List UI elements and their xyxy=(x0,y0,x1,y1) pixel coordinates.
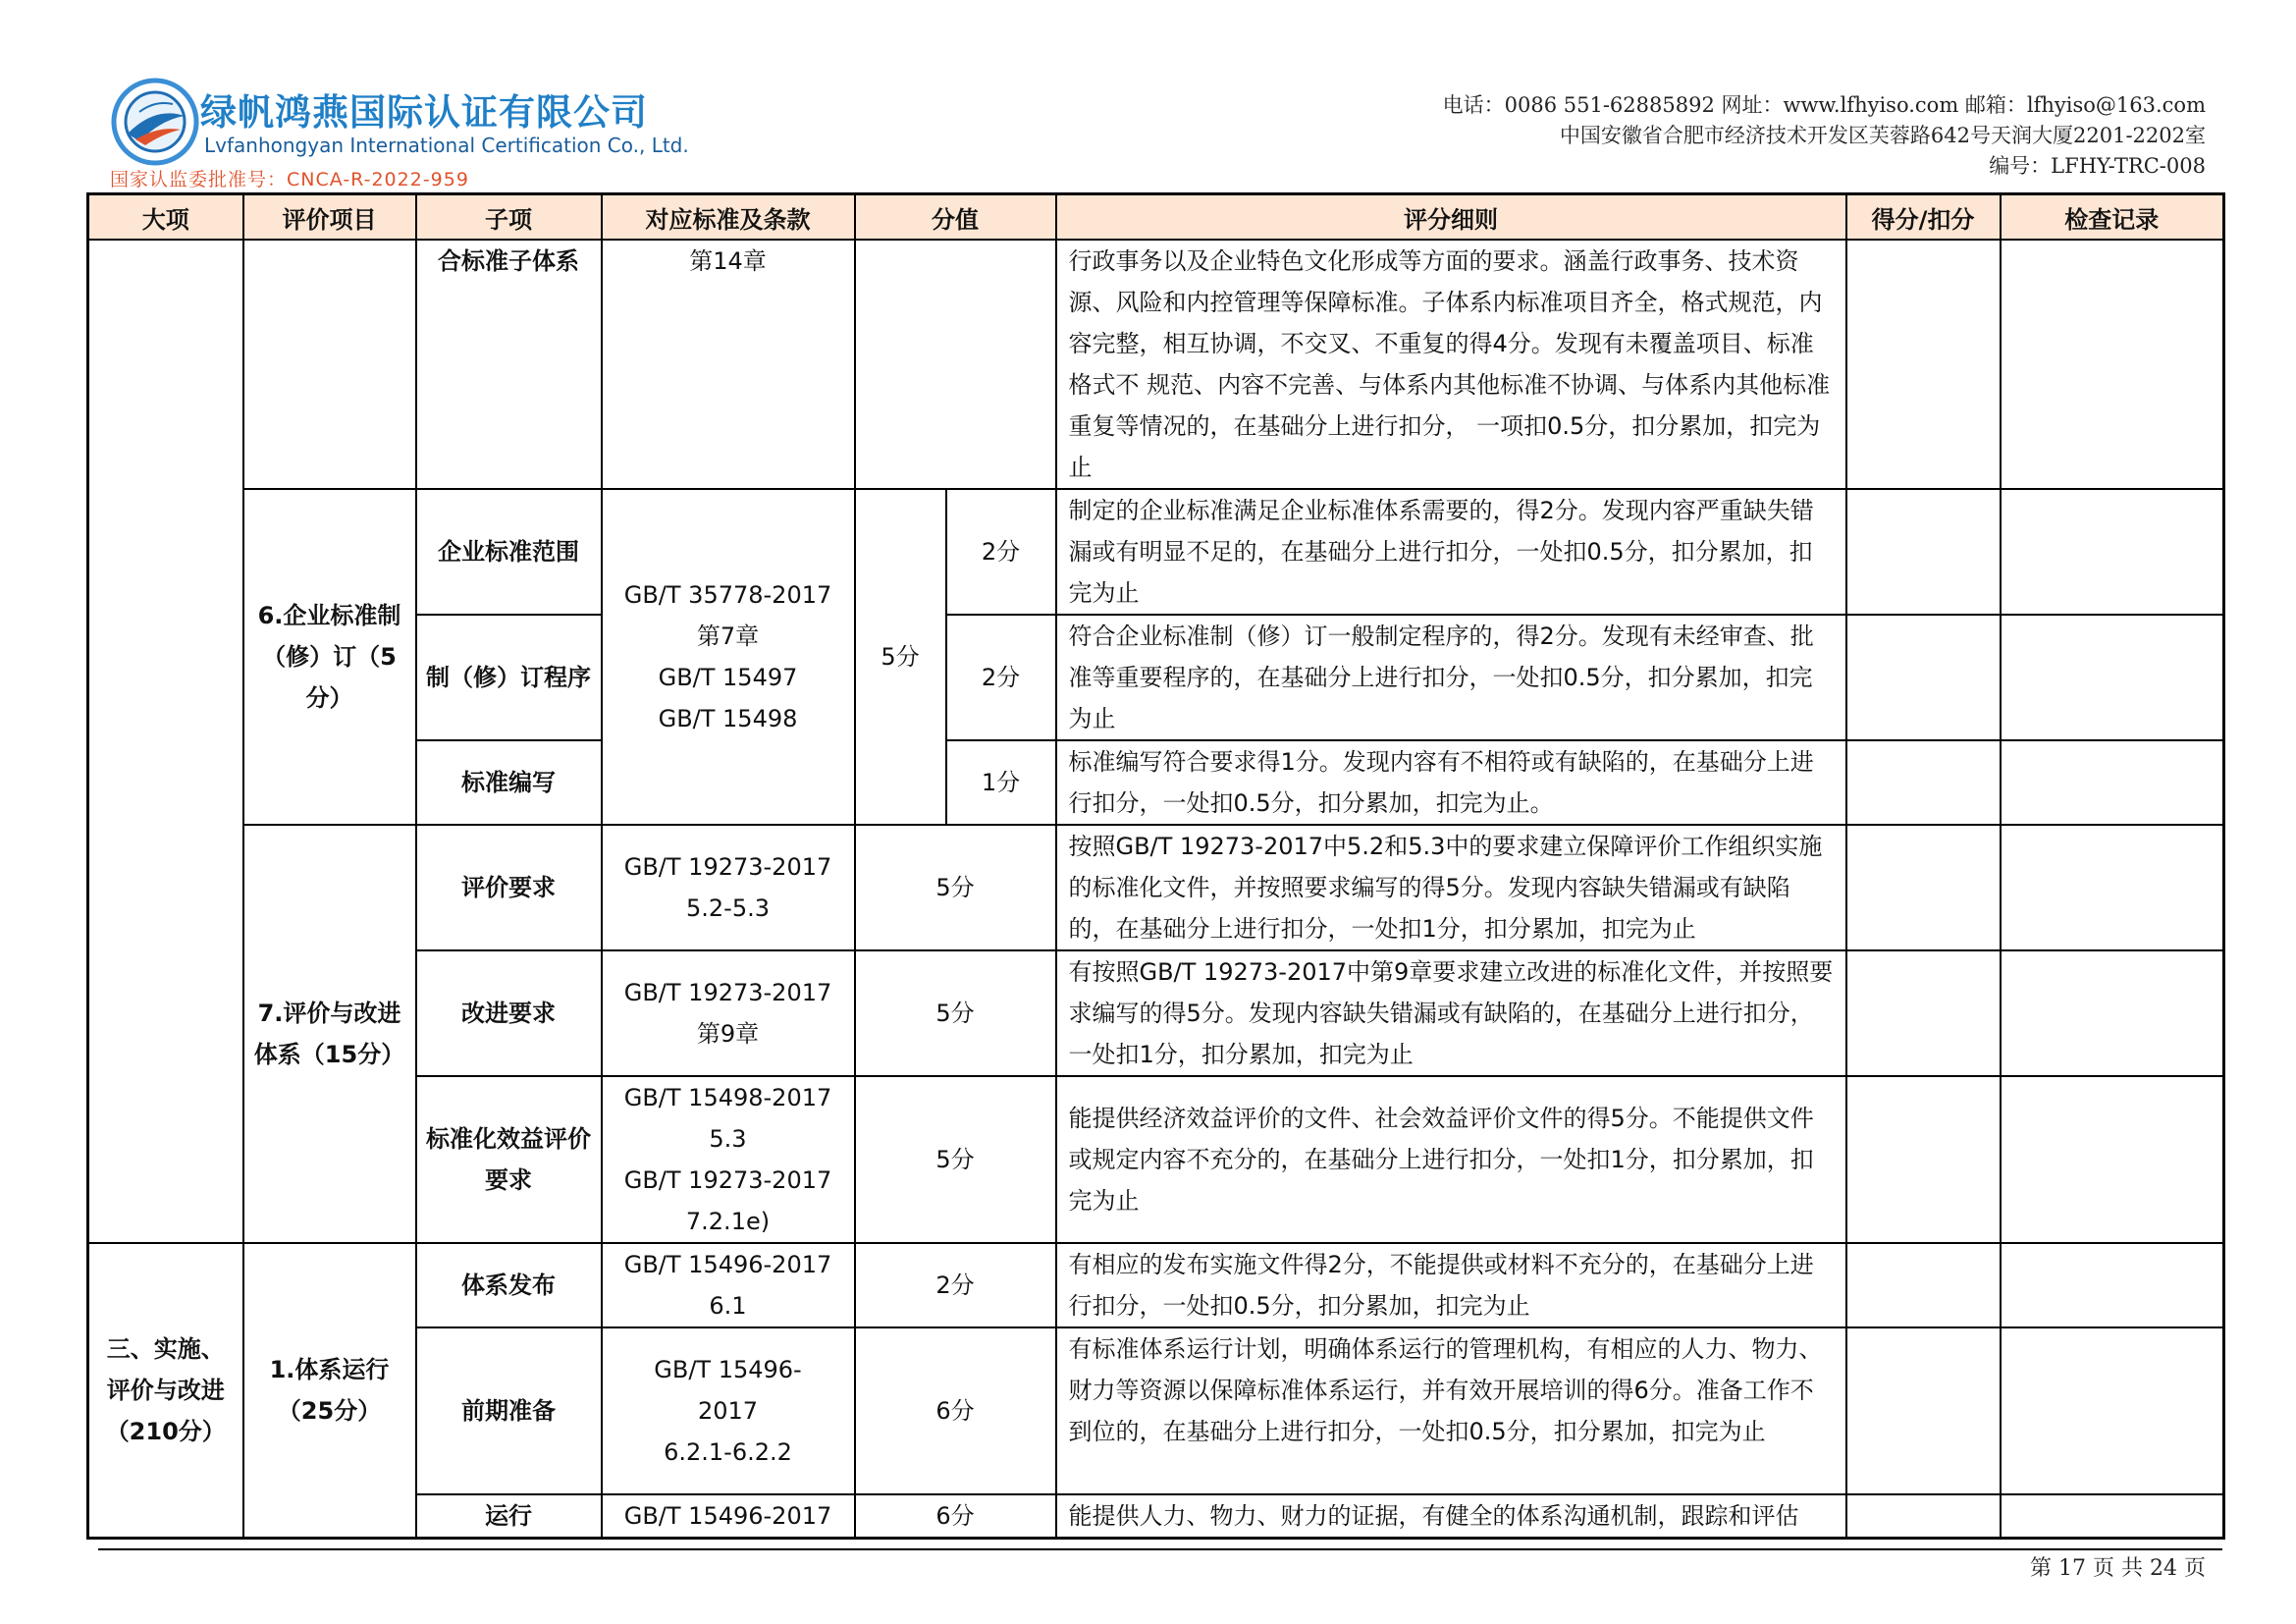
category-cell: 三、实施、评价与改进（210分） xyxy=(88,1243,243,1539)
evaluation-table xyxy=(86,192,2225,1540)
score-cell: 1分 xyxy=(946,740,1056,825)
col-header-record: 检查记录 xyxy=(2001,194,2224,241)
page-number: 第 17 页 共 24 页 xyxy=(2030,1556,2206,1581)
record-cell[interactable] xyxy=(2001,1243,2224,1327)
table-row xyxy=(88,489,2224,615)
detail-cell: 有相应的发布实施文件得2分，不能提供或材料不充分的，在基础分上进行扣分，一处扣0.5分，扣分累加，扣完为止 xyxy=(1056,1243,1846,1327)
detail-cell: 符合企业标准制（修）订一般制定程序的，得2分。发现有未经审查、批准等重要程序的，在基础分上进行扣分，一处扣0.5分，扣分累加，扣完为止 xyxy=(1056,615,1846,740)
standard-cell: GB/T 19273-2017 5.2-5.3 xyxy=(602,825,855,950)
subitem-cell: 前期准备 xyxy=(416,1327,602,1494)
score-cell: 6分 xyxy=(855,1494,1056,1539)
company-name-cn: 绿帆鸿燕国际认证有限公司 xyxy=(200,91,648,134)
points-cell[interactable] xyxy=(1846,1076,2001,1243)
table-row xyxy=(88,825,2224,950)
points-cell[interactable] xyxy=(1846,1494,2001,1539)
score-cell: 5分 xyxy=(855,1076,1056,1243)
record-cell[interactable] xyxy=(2001,1076,2224,1243)
col-header-score: 分值 xyxy=(855,194,1056,241)
footer-divider xyxy=(98,1548,2222,1550)
standard-cell: GB/T 15496-2017 xyxy=(602,1494,855,1539)
table-row xyxy=(88,1243,2224,1327)
score-cell: 2分 xyxy=(946,615,1056,740)
points-cell[interactable] xyxy=(1846,740,2001,825)
standard-cell: GB/T 19273-2017 第9章 xyxy=(602,950,855,1076)
detail-cell: 制定的企业标准满足企业标准体系需要的，得2分。发现内容严重缺失错漏或有明显不足的，在基础分上进行扣分，一处扣0.5分，扣分累加，扣完为止 xyxy=(1056,489,1846,615)
record-cell[interactable] xyxy=(2001,740,2224,825)
address-line: 中国安徽省合肥市经济技术开发区芙蓉路642号天润大厦2201-2202室 xyxy=(1559,124,2206,147)
score-cell: 2分 xyxy=(946,489,1056,615)
subitem-cell: 改进要求 xyxy=(416,950,602,1076)
detail-cell: 按照GB/T 19273-2017中5.2和5.3中的要求建立保障评价工作组织实施的标准化文件，并按照要求编写的得5分。发现内容缺失错漏或有缺陷的，在基础分上进行扣分，一处扣1分，扣分累加，扣完为止 xyxy=(1056,825,1846,950)
col-header-item: 评价项目 xyxy=(243,194,416,241)
standard-cell: GB/T 15496-2017 6.1 xyxy=(602,1243,855,1327)
points-cell[interactable] xyxy=(1846,1327,2001,1494)
score-cell-empty xyxy=(855,240,1056,489)
subitem-cell: 标准化效益评价要求 xyxy=(416,1076,602,1243)
record-cell[interactable] xyxy=(2001,1494,2224,1539)
cnca-approval-number: 国家认监委批准号：CNCA-R-2022-959 xyxy=(110,169,469,190)
points-cell[interactable] xyxy=(1846,950,2001,1076)
item-cell: 6.企业标准制（修）订（5分） xyxy=(243,489,416,825)
score-cell: 5分 xyxy=(855,950,1056,1076)
score-cell: 5分 xyxy=(855,825,1056,950)
subitem-cell: 体系发布 xyxy=(416,1243,602,1327)
detail-cell: 有标准体系运行计划，明确体系运行的管理机构，有相应的人力、物力、财力等资源以保障标准体系运行，并有效开展培训的得6分。准备工作不到位的，在基础分上进行扣分，一处扣0.5分，扣分累加，扣完为止 xyxy=(1056,1327,1846,1494)
globe-icon xyxy=(110,77,200,167)
category-cell-empty xyxy=(88,240,243,1243)
points-cell[interactable] xyxy=(1846,615,2001,740)
col-header-category: 大项 xyxy=(88,194,243,241)
subitem-cell: 运行 xyxy=(416,1494,602,1539)
score-total-cell: 5分 xyxy=(855,489,946,825)
score-cell: 2分 xyxy=(855,1243,1056,1327)
subitem-cell: 标准编写 xyxy=(416,740,602,825)
record-cell[interactable] xyxy=(2001,950,2224,1076)
points-cell[interactable] xyxy=(1846,489,2001,615)
standard-cell: 第14章 xyxy=(602,240,855,489)
table-header-row xyxy=(88,194,2224,241)
detail-cell: 能提供人力、物力、财力的证据，有健全的体系沟通机制，跟踪和评估 xyxy=(1056,1494,1846,1539)
points-cell[interactable] xyxy=(1846,1243,2001,1327)
item-cell: 7.评价与改进体系（15分） xyxy=(243,825,416,1243)
subitem-cell: 企业标准范围 xyxy=(416,489,602,615)
points-cell[interactable] xyxy=(1846,825,2001,950)
contact-block xyxy=(1443,90,2206,182)
company-logo xyxy=(110,77,689,190)
document-code: 编号：LFHY-TRC-008 xyxy=(1989,154,2206,178)
standard-cell: GB/T 15496- 2017 6.2.1-6.2.2 xyxy=(602,1327,855,1494)
standard-cell: GB/T 15498-2017 5.3 GB/T 19273-2017 7.2.1e) xyxy=(602,1076,855,1243)
detail-cell: 标准编写符合要求得1分。发现内容有不相符或有缺陷的，在基础分上进行扣分，一处扣0.5分，扣分累加，扣完为止。 xyxy=(1056,740,1846,825)
contact-line: 电话：0086 551-62885892 网址：www.lfhyiso.com 邮箱：lfhyiso@163.com xyxy=(1442,93,2206,117)
subitem-cell: 合标准子体系 xyxy=(416,240,602,489)
record-cell[interactable] xyxy=(2001,240,2224,489)
col-header-subitem: 子项 xyxy=(416,194,602,241)
detail-cell: 行政事务以及企业特色文化形成等方面的要求。涵盖行政事务、技术资源、风险和内控管理等保障标准。子体系内标准项目齐全，格式规范，内容完整，相互协调，不交叉、不重复的得4分。发现有未覆盖项目、标准格式不 规范、内容不完善、与体系内其他标准不协调、与体系内其他标准重复等情况的，在基础分上进行扣分， 一项扣0.5分，扣分累加，扣完为止 xyxy=(1056,240,1846,489)
record-cell[interactable] xyxy=(2001,489,2224,615)
item-cell: 1.体系运行（25分） xyxy=(243,1243,416,1539)
record-cell[interactable] xyxy=(2001,615,2224,740)
record-cell[interactable] xyxy=(2001,825,2224,950)
points-cell[interactable] xyxy=(1846,240,2001,489)
subitem-cell: 制（修）订程序 xyxy=(416,615,602,740)
detail-cell: 能提供经济效益评价的文件、社会效益评价文件的得5分。不能提供文件或规定内容不充分的，在基础分上进行扣分，一处扣1分，扣分累加，扣完为止 xyxy=(1056,1076,1846,1243)
standard-cell: GB/T 35778-2017 第7章 GB/T 15497 GB/T 15498 xyxy=(602,489,855,825)
item-cell-empty xyxy=(243,240,416,489)
subitem-cell: 评价要求 xyxy=(416,825,602,950)
table-row xyxy=(88,240,2224,489)
score-cell: 6分 xyxy=(855,1327,1056,1494)
col-header-points: 得分/扣分 xyxy=(1846,194,2001,241)
detail-cell: 有按照GB/T 19273-2017中第9章要求建立改进的标准化文件，并按照要求编写的得5分。发现内容缺失错漏或有缺陷的，在基础分上进行扣分，一处扣1分，扣分累加，扣完为止 xyxy=(1056,950,1846,1076)
record-cell[interactable] xyxy=(2001,1327,2224,1494)
col-header-detail: 评分细则 xyxy=(1056,194,1846,241)
company-name-en: Lvfanhongyan International Certification Co., Ltd. xyxy=(204,134,689,157)
col-header-standard: 对应标准及条款 xyxy=(602,194,855,241)
